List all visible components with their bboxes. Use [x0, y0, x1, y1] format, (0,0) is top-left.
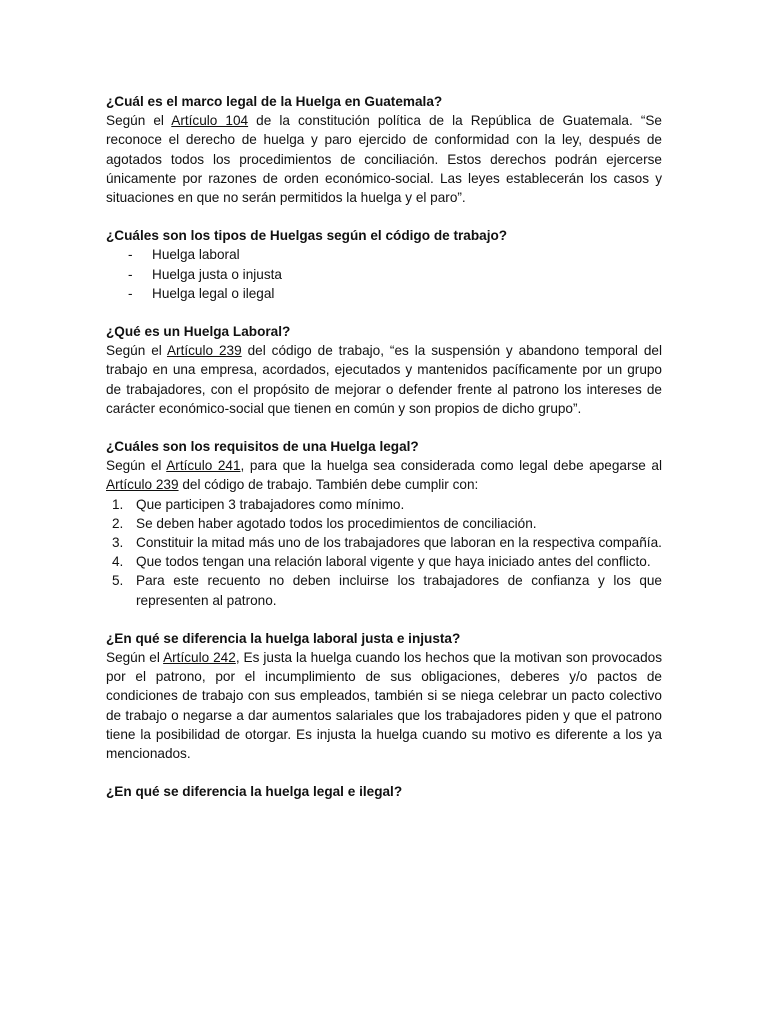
- text-run: del código de trabajo, “es la suspensión y abandono temporal del trabajo en una empresa, acordados, ejecutados y mantenidos pacíficamente por un grupo de trabajadores, con el propósito de mejorar o defender frente al patrono los intereses de carácter económico-social que tienen en común y son propios de dicho grupo”.: [106, 343, 662, 416]
- article-reference: Artículo 104: [171, 113, 249, 129]
- list-item: 5. Para este recuento no deben incluirse los trabajadores de confianza y los que representen al patrono.: [112, 573, 662, 608]
- text-run: Según el: [106, 458, 167, 474]
- text-run: del código de trabajo. También debe cumplir con:: [178, 477, 479, 493]
- list-number: 5.: [112, 573, 124, 589]
- section-tipos-huelgas: [106, 226, 662, 303]
- text-run: Según el: [106, 343, 167, 359]
- question-heading: ¿Qué es un Huelga Laboral?: [106, 324, 291, 340]
- text-run: Según el: [106, 650, 164, 666]
- list-item: 1. Que participen 3 trabajadores como mínimo.: [112, 495, 662, 514]
- dash-bullet: -: [128, 247, 133, 263]
- list-item: 3. Constituir la mitad más uno de los trabajadores que laboran en la respectiva compañía.: [112, 533, 662, 552]
- list-item: - Huelga legal o ilegal: [128, 284, 662, 303]
- list-number: 2.: [112, 515, 124, 531]
- dash-list: [106, 245, 662, 303]
- text-run: Según el: [106, 113, 172, 129]
- article-reference: Artículo 242: [163, 650, 236, 666]
- answer-paragraph: [106, 456, 662, 494]
- section-justa-injusta: [106, 629, 662, 763]
- answer-paragraph: [106, 341, 662, 418]
- question-heading: ¿Cuáles son los requisitos de una Huelga legal?: [106, 439, 419, 455]
- question-heading: ¿Cuál es el marco legal de la Huelga en Guatemala?: [106, 94, 443, 109]
- question-heading: ¿Cuáles son los tipos de Huelgas según el código de trabajo?: [106, 228, 508, 244]
- section-huelga-laboral: [106, 322, 662, 418]
- dash-bullet: -: [128, 266, 133, 282]
- answer-paragraph: [106, 648, 662, 763]
- question-heading: ¿En qué se diferencia la huelga laboral justa e injusta?: [106, 630, 461, 646]
- list-number: 1.: [112, 496, 124, 512]
- section-marco-legal: [106, 92, 662, 207]
- article-reference: Artículo 239: [166, 343, 242, 359]
- article-reference: Artículo 239: [106, 477, 179, 493]
- list-item: 2. Se deben haber agotado todos los procedimientos de conciliación.: [112, 514, 662, 533]
- section-requisitos: [106, 437, 662, 610]
- list-item: - Huelga laboral: [128, 245, 662, 264]
- text-run: , para que la huelga sea considerada como legal debe apegarse al: [240, 458, 662, 474]
- text-run: de la constitución política de la República de Guatemala. “Se reconoce el derecho de huelga y paro ejercido de conformidad con la ley, después de agotados todos los procedimientos de conciliación. Estos derechos podrán ejercerse únicamente por razones de orden económico-social. Las leyes establecerán los casos y situaciones en que no serán permitidos la huelga y el paro”.: [106, 113, 662, 206]
- article-reference: Artículo 241: [166, 458, 241, 474]
- list-number: 4.: [112, 554, 124, 570]
- list-item: 4. Que todos tengan una relación laboral vigente y que haya iniciado antes del conflicto.: [112, 552, 662, 571]
- list-item: - Huelga justa o injusta: [128, 265, 662, 284]
- list-number: 3.: [112, 535, 124, 551]
- text-run: , Es justa la huelga cuando los hechos que la motivan son provocados por el patrono, por el incumplimiento de sus obligaciones, deberes y/o pactos de condiciones de trabajo con sus empleados, también si se niega celebrar un pacto colectivo de trabajo o negarse a dar aumentos salariales que los trabajadores piden y que el patrono tiene la posibilidad de otorgar. Es injusta la huelga cuando su motivo es diferente a los ya mencionados.: [106, 650, 662, 762]
- question-heading: ¿En qué se diferencia la huelga legal e ilegal?: [106, 784, 403, 800]
- dash-bullet: -: [128, 285, 133, 301]
- answer-paragraph: [106, 111, 662, 207]
- numbered-list: [106, 495, 662, 610]
- section-legal-ilegal: [106, 782, 662, 801]
